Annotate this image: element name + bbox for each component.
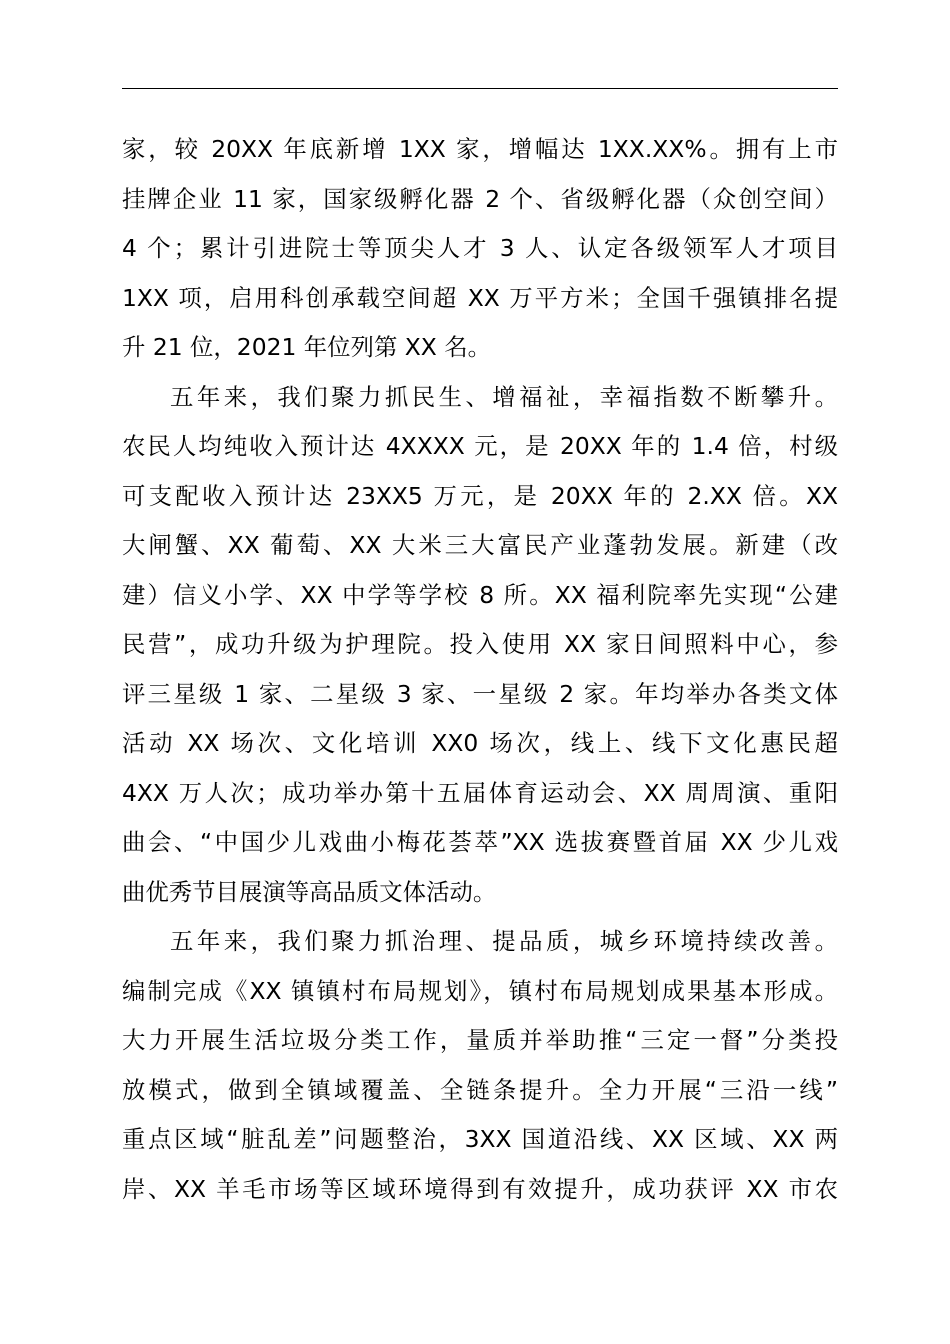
text-line: 放模式，做到全镇域覆盖、全链条提升。全力开展“三沿一线”	[122, 1075, 838, 1104]
paragraph-1	[122, 125, 838, 373]
text-line: 编制完成《XX 镇镇村布局规划》，镇村布局规划成果基本形成。	[122, 976, 838, 1005]
text-line: 评三星级 1 家、二星级 3 家、一星级 2 家。年均举办各类文体	[122, 679, 838, 708]
text-line: 4 个；累计引进院士等顶尖人才 3 人、认定各级领军人才项目	[122, 234, 838, 262]
text-line: 农民人均纯收入预计达 4XXXX 元，是 20XX 年的 1.4 倍，村级	[122, 432, 838, 460]
text-line: 曲会、“中国少儿戏曲小梅花荟萃”XX 选拔赛暨首届 XX 少儿戏	[122, 828, 838, 856]
text-line: 岸、XX 羊毛市场等区域环境得到有效提升，成功获评 XX 市农	[122, 1174, 838, 1203]
text-line: 家，较 20XX 年底新增 1XX 家，增幅达 1XX.XX%。拥有上市	[122, 135, 838, 163]
paragraph-3	[122, 917, 838, 1214]
document-body	[122, 125, 838, 1214]
text-line: 五年来，我们聚力抓民生、增福祉，幸福指数不断攀升。	[170, 382, 838, 411]
paragraph-2	[122, 373, 838, 918]
text-line: 大闸蟹、XX 葡萄、XX 大米三大富民产业蓬勃发展。新建（改	[122, 531, 838, 559]
text-line: 民营”，成功升级为护理院。投入使用 XX 家日间照料中心，参	[122, 630, 838, 658]
text-line: 挂牌企业 11 家，国家级孵化器 2 个、省级孵化器（众创空间）	[122, 184, 838, 213]
text-line: 五年来，我们聚力抓治理、提品质，城乡环境持续改善。	[170, 927, 838, 955]
text-line: 4XX 万人次；成功举办第十五届体育运动会、XX 周周演、重阳	[122, 778, 838, 807]
header-rule	[122, 88, 838, 89]
text-line: 重点区域“脏乱差”问题整治，3XX 国道沿线、XX 区域、XX 两	[122, 1125, 838, 1153]
text-line: 曲优秀节目展演等高品质文体活动。	[122, 877, 497, 906]
text-line: 大力开展生活垃圾分类工作，量质并举助推“三定一督”分类投	[122, 1026, 838, 1054]
text-line: 建）信义小学、XX 中学等学校 8 所。XX 福利院率先实现“公建	[122, 580, 838, 609]
text-line: 可支配收入预计达 23XX5 万元，是 20XX 年的 2.XX 倍。XX	[122, 481, 838, 510]
text-line: 升 21 位，2021 年位列第 XX 名。	[122, 333, 492, 361]
text-line: 1XX 项，启用科创承载空间超 XX 万平方米；全国千强镇排名提	[122, 283, 838, 312]
text-line: 活动 XX 场次、文化培训 XX0 场次，线上、线下文化惠民超	[122, 729, 838, 757]
